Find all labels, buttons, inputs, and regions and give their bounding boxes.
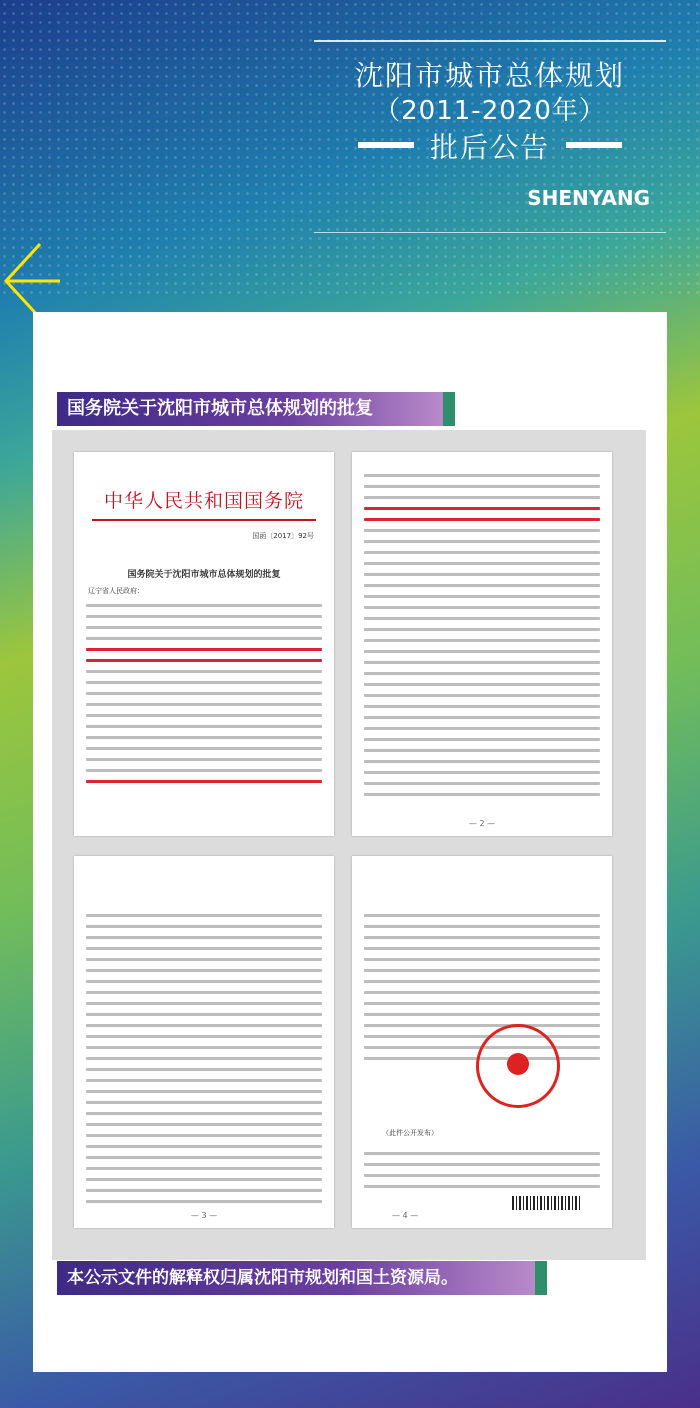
text-line (364, 716, 600, 719)
text-line (86, 1178, 322, 1181)
highlighted-text-line (364, 518, 600, 521)
text-line (364, 958, 600, 961)
text-line (364, 606, 600, 609)
page-number: — 2 — (468, 819, 496, 828)
text-line (86, 1167, 322, 1170)
text-line (86, 1134, 322, 1137)
issuing-agency: 中华人民共和国国务院 (103, 490, 304, 512)
text-line (364, 914, 600, 917)
text-line (86, 1101, 322, 1104)
text-line (86, 670, 322, 673)
document-page-1 (74, 452, 334, 836)
text-line (86, 1024, 322, 1027)
text-line (86, 1112, 322, 1115)
text-line (86, 1145, 322, 1148)
text-line (364, 661, 600, 664)
distribution-line (364, 1185, 600, 1188)
text-line (364, 705, 600, 708)
footer-statement-text: 本公示文件的解释权归属沈阳市规划和国土资源局。 (67, 1268, 458, 1288)
highlighted-text-line (86, 659, 322, 662)
text-line (364, 683, 600, 686)
text-line (364, 474, 600, 477)
highlighted-text-line (86, 780, 322, 783)
text-line (364, 584, 600, 587)
text-line (364, 991, 600, 994)
barcode-icon (512, 1196, 580, 1210)
city-name: SHENYANG (527, 186, 650, 210)
text-line (86, 615, 322, 618)
page-title: 沈阳市城市总体规划 (354, 59, 625, 92)
text-line (364, 738, 600, 741)
text-line (364, 1013, 600, 1016)
text-line (86, 1035, 322, 1038)
text-line (86, 1068, 322, 1071)
text-line (86, 1156, 322, 1159)
text-line (364, 1024, 600, 1027)
salutation: 辽宁省人民政府： (88, 587, 144, 595)
text-line (86, 914, 322, 917)
text-line (364, 551, 600, 554)
red-header-rule (92, 519, 316, 521)
release-note: （此件公开发布） (382, 1129, 438, 1137)
text-line (364, 617, 600, 620)
document-page-3 (74, 856, 334, 1228)
footer-label-tip (535, 1261, 547, 1295)
text-line (364, 727, 600, 730)
text-line (364, 529, 600, 532)
section-label-tip (443, 392, 455, 426)
text-line (86, 725, 322, 728)
text-line (86, 703, 322, 706)
footer-statement-label (57, 1261, 535, 1295)
text-line (364, 628, 600, 631)
title-bar-right (566, 142, 622, 148)
text-line (364, 947, 600, 950)
text-line (86, 958, 322, 961)
text-line (86, 692, 322, 695)
text-line (364, 980, 600, 983)
text-line (364, 562, 600, 565)
state-council-seal-icon (476, 1024, 560, 1108)
document-title: 国务院关于沈阳市城市总体规划的批复 (127, 570, 281, 580)
distribution-line (364, 1152, 600, 1155)
highlighted-text-line (364, 507, 600, 510)
text-line (364, 1002, 600, 1005)
text-line (86, 969, 322, 972)
text-line (86, 925, 322, 928)
section-label-approval (57, 392, 443, 426)
text-line (86, 747, 322, 750)
text-line (364, 639, 600, 642)
page-number: — 3 — (190, 1211, 218, 1220)
text-line (86, 1046, 322, 1049)
text-line (86, 758, 322, 761)
text-line (86, 947, 322, 950)
notice-heading: 批后公告 (429, 131, 550, 164)
text-line (86, 1002, 322, 1005)
text-line (86, 936, 322, 939)
text-line (364, 595, 600, 598)
document-page-4 (352, 856, 612, 1228)
text-line (86, 1079, 322, 1082)
text-line (364, 793, 600, 796)
document-page-2 (352, 452, 612, 836)
text-line (364, 771, 600, 774)
text-line (364, 672, 600, 675)
page-number: — 4 — (392, 1211, 419, 1220)
text-line (364, 694, 600, 697)
page-subtitle-years: （2011-2020年） (374, 96, 606, 126)
text-line (86, 681, 322, 684)
text-line (86, 1090, 322, 1093)
text-line (364, 1035, 600, 1038)
text-line (86, 604, 322, 607)
text-line (86, 1200, 322, 1203)
text-line (364, 760, 600, 763)
text-line (364, 969, 600, 972)
highlighted-text-line (86, 648, 322, 651)
text-line (364, 782, 600, 785)
text-line (364, 485, 600, 488)
text-line (86, 980, 322, 983)
text-line (364, 749, 600, 752)
text-line (364, 573, 600, 576)
text-line (86, 1057, 322, 1060)
text-line (86, 736, 322, 739)
text-line (86, 714, 322, 717)
text-line (364, 496, 600, 499)
text-line (86, 1123, 322, 1126)
text-line (364, 936, 600, 939)
section-label-text: 国务院关于沈阳市城市总体规划的批复 (67, 398, 373, 419)
text-line (86, 1013, 322, 1016)
text-line (86, 1189, 322, 1192)
text-line (364, 925, 600, 928)
text-line (86, 991, 322, 994)
text-line (86, 769, 322, 772)
text-line (364, 540, 600, 543)
text-line (86, 626, 322, 629)
text-line (364, 650, 600, 653)
document-number: 国函〔2017〕92号 (252, 532, 314, 540)
distribution-line (364, 1174, 600, 1177)
text-line (86, 637, 322, 640)
distribution-line (364, 1163, 600, 1166)
